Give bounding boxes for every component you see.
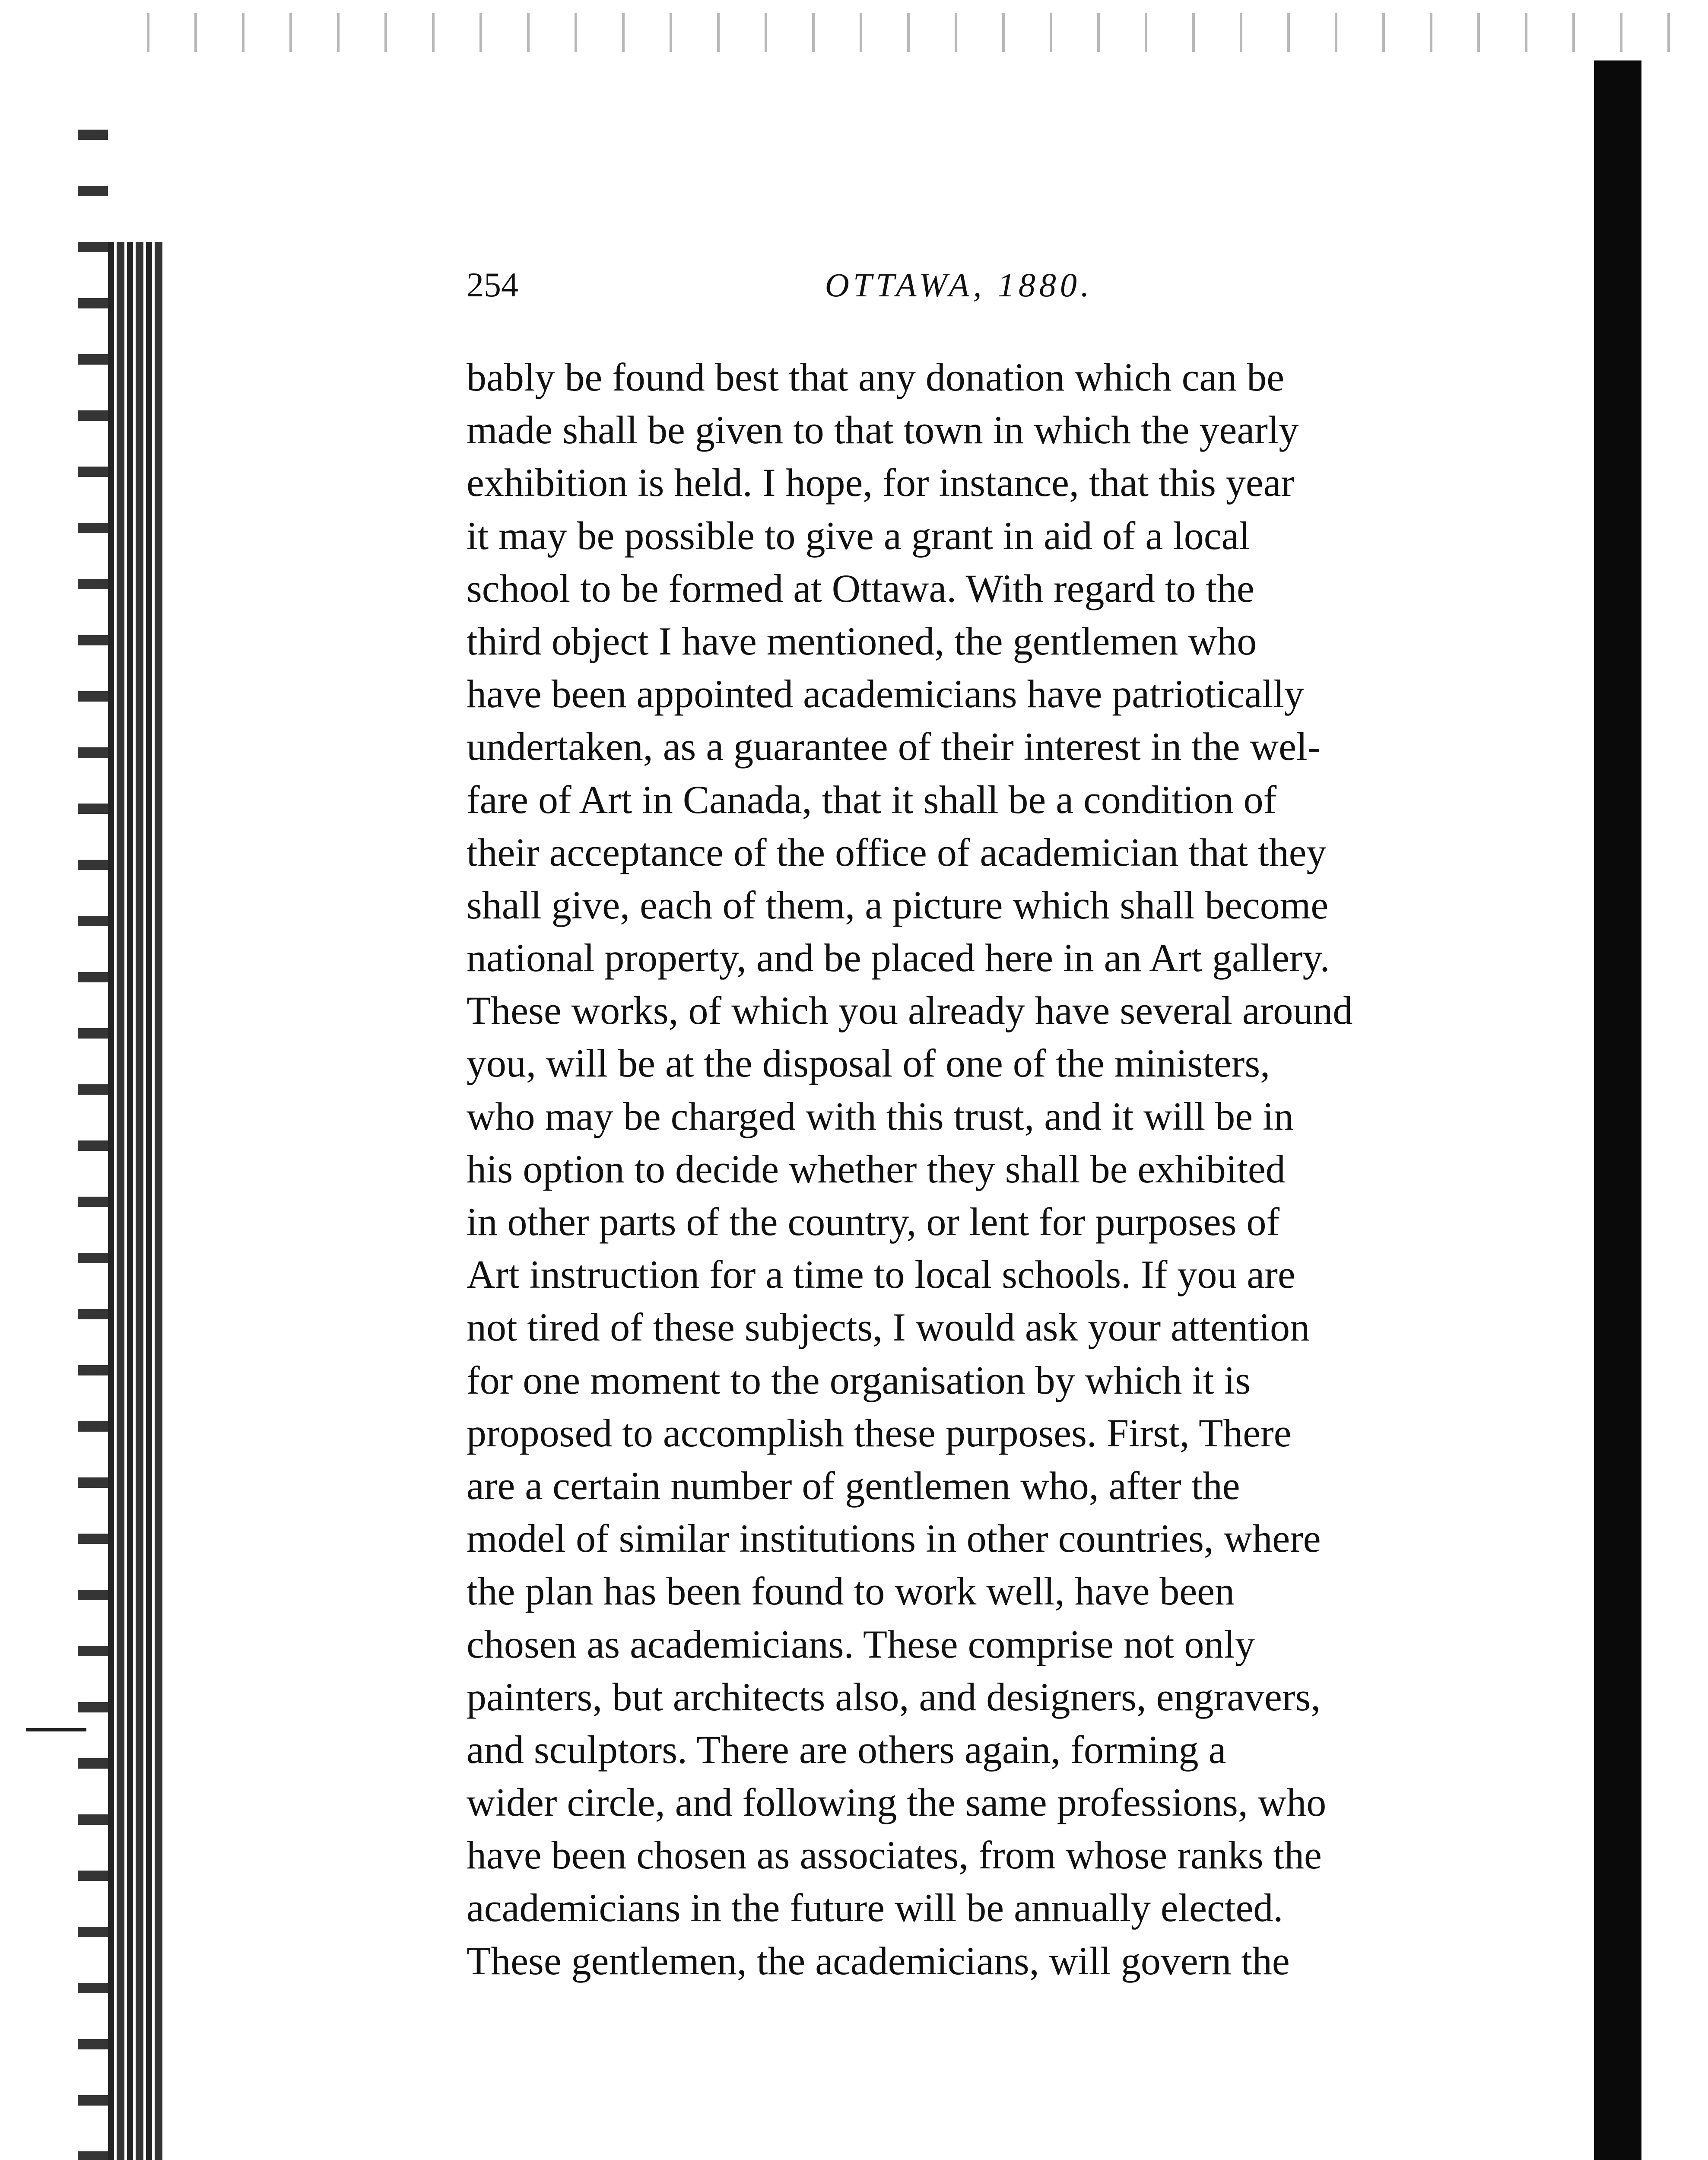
binding-edge-marks — [78, 104, 108, 2160]
text-line: school to be formed at Ottawa. With regard to the — [467, 566, 1254, 610]
right-page-edge-shadow — [1594, 60, 1641, 2160]
running-head — [467, 259, 1451, 311]
text-line: model of similar institutions in other countries, where — [467, 1516, 1321, 1561]
text-line: in other parts of the country, or lent for purposes of — [467, 1200, 1280, 1244]
text-line: proposed to accomplish these purposes. First, There — [467, 1410, 1292, 1455]
running-title: OTTAWA, 1880. — [825, 266, 1093, 304]
text-line: wider circle, and following the same professions, who — [467, 1780, 1327, 1825]
text-line: who may be charged with this trust, and it will be in — [467, 1094, 1294, 1138]
text-line: academicians in the future will be annually elected. — [467, 1886, 1283, 1930]
text-line: made shall be given to that town in which the yearly — [467, 408, 1299, 452]
text-line: not tired of these subjects, I would ask your attention — [467, 1305, 1310, 1350]
text-line: have been chosen as associates, from whose ranks the — [467, 1833, 1322, 1877]
text-line: fare of Art in Canada, that it shall be a condition of — [467, 777, 1277, 822]
text-line: and sculptors. There are others again, forming a — [467, 1727, 1226, 1772]
text-line: the plan has been found to work well, have been — [467, 1569, 1235, 1614]
text-line: These gentlemen, the academicians, will govern the — [467, 1938, 1290, 1983]
text-line: third object I have mentioned, the gentlemen who — [467, 619, 1257, 663]
top-edge-noise — [130, 13, 1680, 52]
body-text — [467, 351, 1451, 1987]
binding-gutter — [108, 242, 164, 2160]
text-line: Art instruction for a time to local schools. If you are — [467, 1252, 1295, 1297]
text-line: their acceptance of the office of academician that they — [467, 830, 1327, 874]
page-number: 254 — [467, 266, 518, 304]
text-line: chosen as academicians. These comprise not only — [467, 1622, 1255, 1666]
text-line: national property, and be placed here in an Art gallery. — [467, 936, 1330, 980]
text-line: are a certain number of gentlemen who, after the — [467, 1463, 1240, 1508]
text-line: undertaken, as a guarantee of their interest in the wel- — [467, 724, 1321, 769]
text-line: for one moment to the organisation by which it is — [467, 1358, 1251, 1402]
text-line: have been appointed academicians have patriotically — [467, 672, 1304, 716]
text-line: exhibition is held. I hope, for instance, that this year — [467, 461, 1295, 505]
binding-shadow — [78, 104, 177, 2160]
text-line: it may be possible to give a grant in aid of a local — [467, 513, 1250, 558]
text-line: you, will be at the disposal of one of the ministers, — [467, 1041, 1270, 1086]
text-line: shall give, each of them, a picture which shall become — [467, 883, 1329, 927]
text-line: These works, of which you already have several around — [467, 988, 1353, 1033]
margin-mark — [26, 1728, 86, 1731]
text-line: bably be found best that any donation which can be — [467, 355, 1285, 399]
text-line: his option to decide whether they shall be exhibited — [467, 1147, 1286, 1191]
text-line: painters, but architects also, and designers, engravers, — [467, 1674, 1321, 1719]
